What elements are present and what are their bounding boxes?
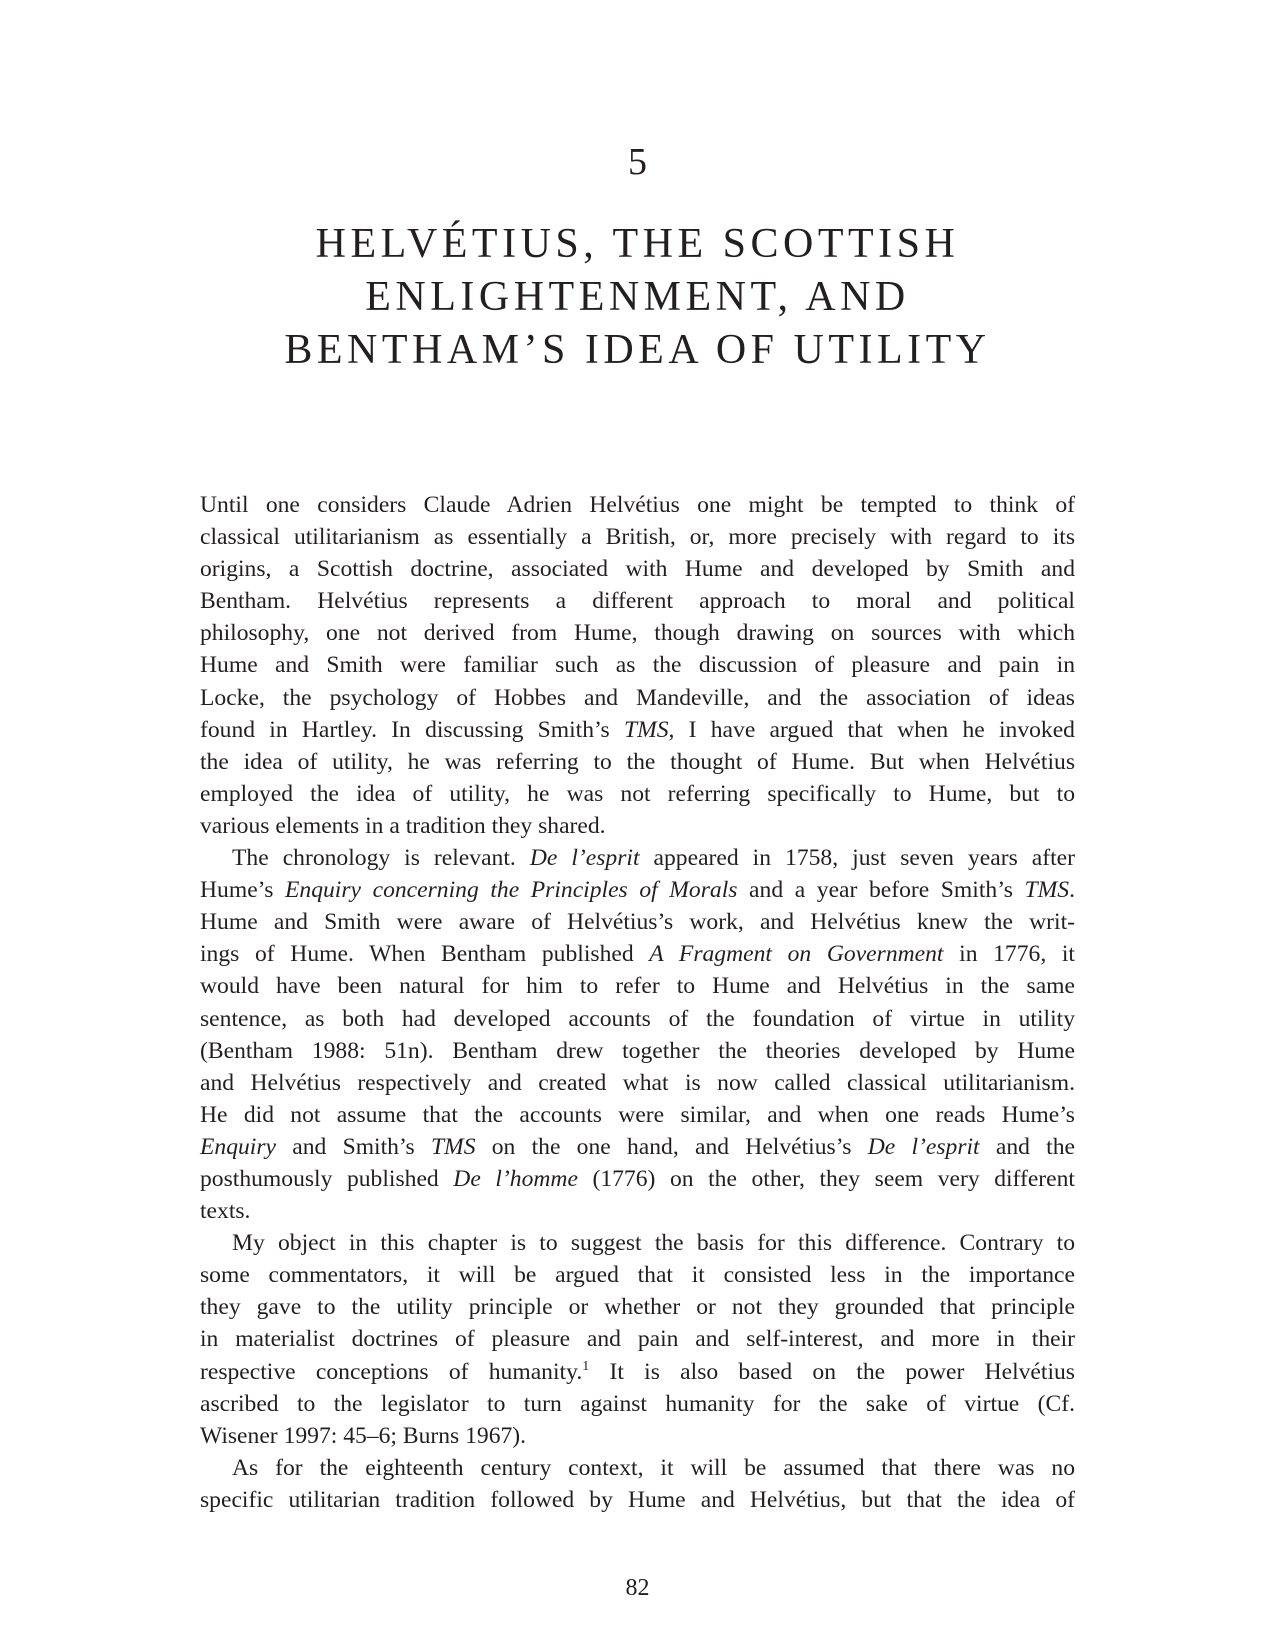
text-line: [200, 585, 1075, 617]
text-run: posthumously published: [200, 1165, 454, 1192]
text-line: [200, 778, 1075, 810]
italic-title: De l’esprit: [529, 845, 640, 872]
text-run: Wisener 1997: 45–6; Burns 1967).: [200, 1422, 527, 1449]
chapter-title: [0, 218, 1275, 377]
text-run: in materialist doctrines of pleasure and pain and self-interest, and more in their: [200, 1326, 1075, 1353]
text-run: origins, a Scottish doctrine, associated with Hume and developed by Smith and: [200, 556, 1075, 583]
chapter-title-line: ENLIGHTENMENT, AND: [365, 274, 910, 320]
text-run: would have been natural for him to refer to Hume and Helvétius in the same: [200, 973, 1075, 1000]
footnote-reference: 1: [582, 1358, 590, 1374]
text-line: [200, 938, 1075, 970]
text-line: [200, 1131, 1075, 1163]
text-run: in 1776, it: [943, 941, 1075, 968]
text-run: they gave to the utility principle or whether or not they grounded that principle: [200, 1294, 1075, 1321]
text-run: Hume and Smith were aware of Helvétius’s work, and Helvétius knew the writ-: [200, 909, 1075, 936]
page-number: 82: [625, 1575, 650, 1601]
text-line: [200, 1195, 1075, 1227]
italic-title: TMS: [623, 716, 669, 743]
text-run: It is also based on the power Helvétius: [589, 1358, 1075, 1385]
text-run: and a year before Smith’s: [737, 877, 1025, 904]
body-text: [200, 489, 1075, 1516]
text-run: some commentators, it will be argued that it consisted less in the importance: [200, 1262, 1075, 1289]
text-line: [200, 970, 1075, 1002]
italic-title: TMS: [430, 1133, 476, 1160]
text-line: [200, 682, 1075, 714]
text-line: [200, 521, 1075, 553]
text-run: and the: [979, 1133, 1076, 1160]
text-run: Until one considers Claude Adrien Helvétius one might be tempted to think of: [200, 492, 1075, 518]
text-run: He did not assume that the accounts were similar, and when one reads Hume’s: [200, 1101, 1075, 1128]
text-run: employed the idea of utility, he was not referring specifically to Hume, but to: [200, 780, 1075, 807]
text-run: Bentham. Helvétius represents a different approach to moral and political: [200, 588, 1075, 615]
text-run: My object in this chapter is to suggest the basis for this difference. Contrary to: [232, 1230, 1075, 1257]
text-run: ings of Hume. When Bentham published: [200, 941, 650, 968]
text-run: ascribed to the legislator to turn against humanity for the sake of virtue (Cf.: [200, 1390, 1075, 1417]
paragraph: [200, 1227, 1075, 1452]
text-line: [200, 1003, 1075, 1035]
text-run: Locke, the psychology of Hobbes and Mandeville, and the association of ideas: [200, 684, 1075, 711]
text-line: [200, 746, 1075, 778]
text-line: [200, 1452, 1075, 1484]
italic-title: A Fragment on Government: [649, 941, 944, 968]
text-run: respective conceptions of humanity.: [200, 1358, 583, 1385]
text-run: Hume’s: [200, 877, 285, 904]
text-run: As for the eighteenth century context, it will be assumed that there was no: [232, 1454, 1075, 1481]
text-run: appeared in 1758, just seven years after: [639, 845, 1075, 872]
text-run: on the one hand, and Helvétius’s: [475, 1133, 868, 1160]
text-line: [200, 1484, 1075, 1516]
text-run: the idea of utility, he was referring to the thought of Hume. But when Helvétius: [200, 748, 1075, 775]
text-run: Hume and Smith were familiar such as the discussion of pleasure and pain in: [200, 652, 1075, 679]
text-line: [200, 874, 1075, 906]
text-line: [200, 1259, 1075, 1291]
text-line: [200, 649, 1075, 681]
text-line: [200, 714, 1075, 746]
paragraph: [200, 842, 1075, 1227]
text-line: [200, 1099, 1075, 1131]
text-run: philosophy, one not derived from Hume, though drawing on sources with which: [200, 620, 1075, 647]
text-line: [200, 1163, 1075, 1195]
text-line: [200, 842, 1075, 874]
text-line: [200, 1420, 1075, 1452]
italic-title: TMS: [1024, 877, 1070, 904]
paragraph: [200, 489, 1075, 842]
text-run: The chronology is relevant.: [232, 845, 530, 872]
text-line: [200, 489, 1075, 521]
text-line: [200, 906, 1075, 938]
text-line: [200, 1035, 1075, 1067]
text-line: [200, 553, 1075, 585]
text-line: [200, 810, 1075, 842]
italic-title: Enquiry: [200, 1133, 277, 1160]
text-run: (Bentham 1988: 51n). Bentham drew together the theories developed by Hume: [200, 1037, 1075, 1064]
text-line: [200, 1067, 1075, 1099]
text-run: and Smith’s: [276, 1133, 431, 1160]
text-run: classical utilitarianism as essentially a British, or, more precisely with regard to its: [200, 524, 1075, 551]
italic-title: De l’esprit: [867, 1133, 980, 1160]
italic-title: De l’homme: [453, 1165, 578, 1192]
text-line: [200, 617, 1075, 649]
text-run: (1776) on the other, they seem very different: [577, 1165, 1075, 1192]
text-run: sentence, as both had developed accounts of the foundation of virtue in utility: [200, 1005, 1075, 1032]
chapter-number: 5: [628, 141, 647, 183]
text-run: various elements in a tradition they shared.: [200, 812, 606, 839]
text-run: specific utilitarian tradition followed by Hume and Helvétius, but that the idea of: [200, 1486, 1075, 1513]
text-line: [200, 1291, 1075, 1323]
text-run: texts.: [200, 1198, 251, 1225]
text-run: .: [1069, 877, 1076, 904]
text-line: [200, 1388, 1075, 1420]
chapter-title-line: BENTHAM’S IDEA OF UTILITY: [284, 327, 991, 373]
text-run: found in Hartley. In discussing Smith’s: [200, 716, 624, 743]
text-line: [200, 1227, 1075, 1259]
chapter-title-line: HELVÉTIUS, THE SCOTTISH: [315, 221, 960, 267]
text-run: , I have argued that when he invoked: [668, 716, 1075, 743]
text-run: and Helvétius respectively and created what is now called classical utilitarianism.: [200, 1069, 1075, 1096]
paragraph: [200, 1452, 1075, 1516]
italic-title: Enquiry concerning the Principles of Morals: [285, 877, 738, 904]
text-line: [200, 1356, 1075, 1388]
text-line: [200, 1323, 1075, 1355]
